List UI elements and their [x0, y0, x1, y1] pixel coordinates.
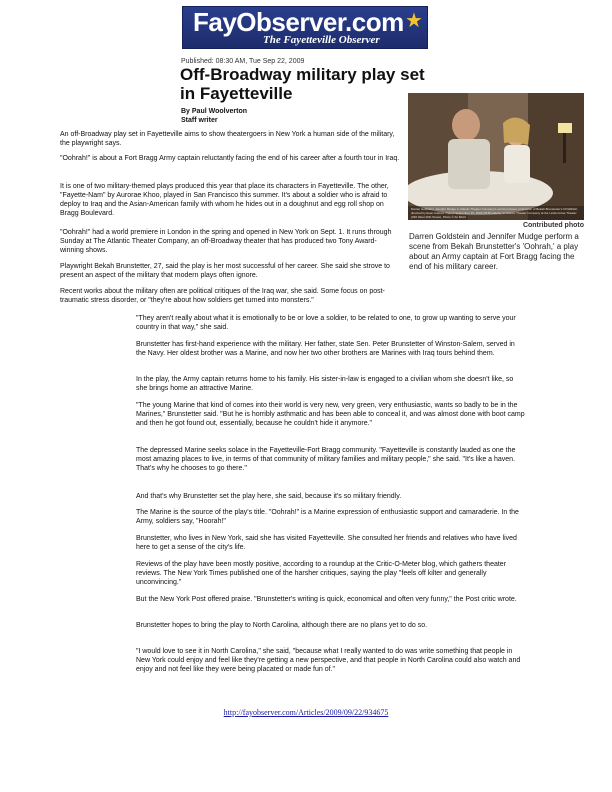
- paragraph: Brunstetter hopes to bring the play to North Carolina, although there are no plans yet to do so.: [136, 622, 428, 629]
- photo-caption: Darren Goldstein and Jennifer Mudge perform a scene from Bekah Brunstetter's 'Oohrah,' a play about an Army captain at Fort Bragg facing the end of his military career.: [409, 232, 579, 271]
- masthead-logo[interactable]: [182, 6, 428, 49]
- photo-illustration: [408, 93, 584, 220]
- site-subtitle: The Fayetteville Observer: [263, 34, 380, 46]
- article-headline: Off-Broadway military play set in Fayetteville: [180, 65, 425, 103]
- paragraph: "They aren't really about what it is emotionally to be or love a soldier, to be related to one, to grow up wanting to serve your country in that way," she said.: [136, 315, 516, 331]
- published-timestamp: Published: 08:30 AM, Tue Sep 22, 2009: [181, 58, 305, 65]
- paragraph: And that's why Brunstetter set the play here, she said, because it's so military friendly.: [136, 493, 402, 500]
- paragraph: Brunstetter, who lives in New York, said she has visited Fayetteville. She consulted her friends and relatives who have lived here to get a sense of the city's life.: [136, 535, 517, 551]
- paragraph: "I would love to see it in North Carolina," she said, "because what I really wanted to do was write something that people in New York could enjoy and feel like they're getting a new perspective, and that people in North Carolina could also watch and enjoy and not feel like they were being placated or made fun of.": [136, 648, 521, 673]
- paragraph: Recent works about the military often are political critiques of the Iraq war, she said. Some focus on post-traumatic stress disorder, or "they're about how soldiers get turned into monsters.": [60, 288, 385, 304]
- paragraph: Playwright Bekah Brunstetter, 27, said the play is her most successful of her career. She said she strove to present an aspect of the military that modern plays often ignore.: [60, 263, 390, 279]
- byline: [181, 107, 247, 125]
- paragraph: "Oohrah!" had a world premiere in London in the spring and opened in New York on Sept. 1. It runs through Sunday at The Atlantic Theater Company, an off-Broadway theater that has produced two Tony Award-winning shows.: [60, 229, 392, 254]
- paragraph: The depressed Marine seeks solace in the Fayetteville-Fort Bragg community. "Fayetteville is constantly lauded as one the most amazing places to live, in terms of that community of military families and military people," she said. "It's like a haven. That's why he chooses to go there.": [136, 447, 516, 472]
- paragraph: Brunstetter has first-hand experience with the military. Her father, state Sen. Peter Brunstetter of Winston-Salem, served in the Navy. Her oldest brother was a Marine, and now her two other brothers are Marines with Iraq tours behind them.: [136, 341, 515, 357]
- paragraph: An off-Broadway play set in Fayetteville aims to show theatergoers in New York a human side of the military, the playwright says.: [60, 131, 395, 147]
- author-role: Staff writer: [181, 117, 218, 124]
- photo-inset-caption: Darren Goldstein, Jennifer Mudge in Atlantic Theater Company's world premiere production of Bekah Brunstetter's OOHRAH!, directed by Evan Cabnet. Opens September 15, 2009 Off-Broadway at Atlantic Theater Company at the Linda Gross Theater (336 West 20th Street). Photo © Ari Mintz: [408, 206, 584, 220]
- photo-credit: Contributed photo: [522, 222, 584, 229]
- paragraph: It is one of two military-themed plays produced this year that place its characters in Fayetteville. The other, "Fayette-Nam" by Aurorae Khoo, played in San Francisco this summer. It's about a soldier who is afraid to deploy to Iraq and the Asian-American family with whom he hides out in a doughnut and egg roll shop on Bragg Boulevard.: [60, 183, 389, 217]
- paragraph: The Marine is the source of the play's title. "Oohrah!" is a Marine expression of enthusiastic support and camaraderie. In the Army, soldiers say, "Hoorah!": [136, 509, 519, 525]
- paragraph: But the New York Post offered praise. "Brunstetter's writing is quick, economical and often very funny," the Post critic wrote.: [136, 596, 517, 603]
- site-name: FayObserver.com: [193, 7, 404, 37]
- article-photo[interactable]: [408, 93, 584, 220]
- paragraph: "The young Marine that kind of comes into their world is very new, very green, very enthusiastic, wants so badly to be in the Marines," Brunstetter said. "But he is horribly asthmatic and has been able to conceal it, and was almost done with boot camp and then he got found out, essentially, because he couldn't hide it anymore.": [136, 402, 525, 427]
- star-icon: ★: [405, 10, 423, 32]
- author-name: By Paul Woolverton: [181, 108, 247, 115]
- paragraph: "Oohrah!" is about a Fort Bragg Army captain reluctantly facing the end of his career after a fourth tour in Iraq.: [60, 155, 400, 162]
- article-url-link[interactable]: http://fayobserver.com/Articles/2009/09/22/934675: [223, 708, 389, 717]
- paragraph: Reviews of the play have been mostly positive, according to a roundup at the Critic-O-Meter blog, which gathers theater reviews. The New York Times published one of the harsher critiques, saying the play "feels off kilter and generally unconvincing.": [136, 561, 507, 586]
- paragraph: In the play, the Army captain returns home to his family. His sister-in-law is engaged to a civilian whom she doesn't like, so she brings home an attractive Marine.: [136, 376, 514, 392]
